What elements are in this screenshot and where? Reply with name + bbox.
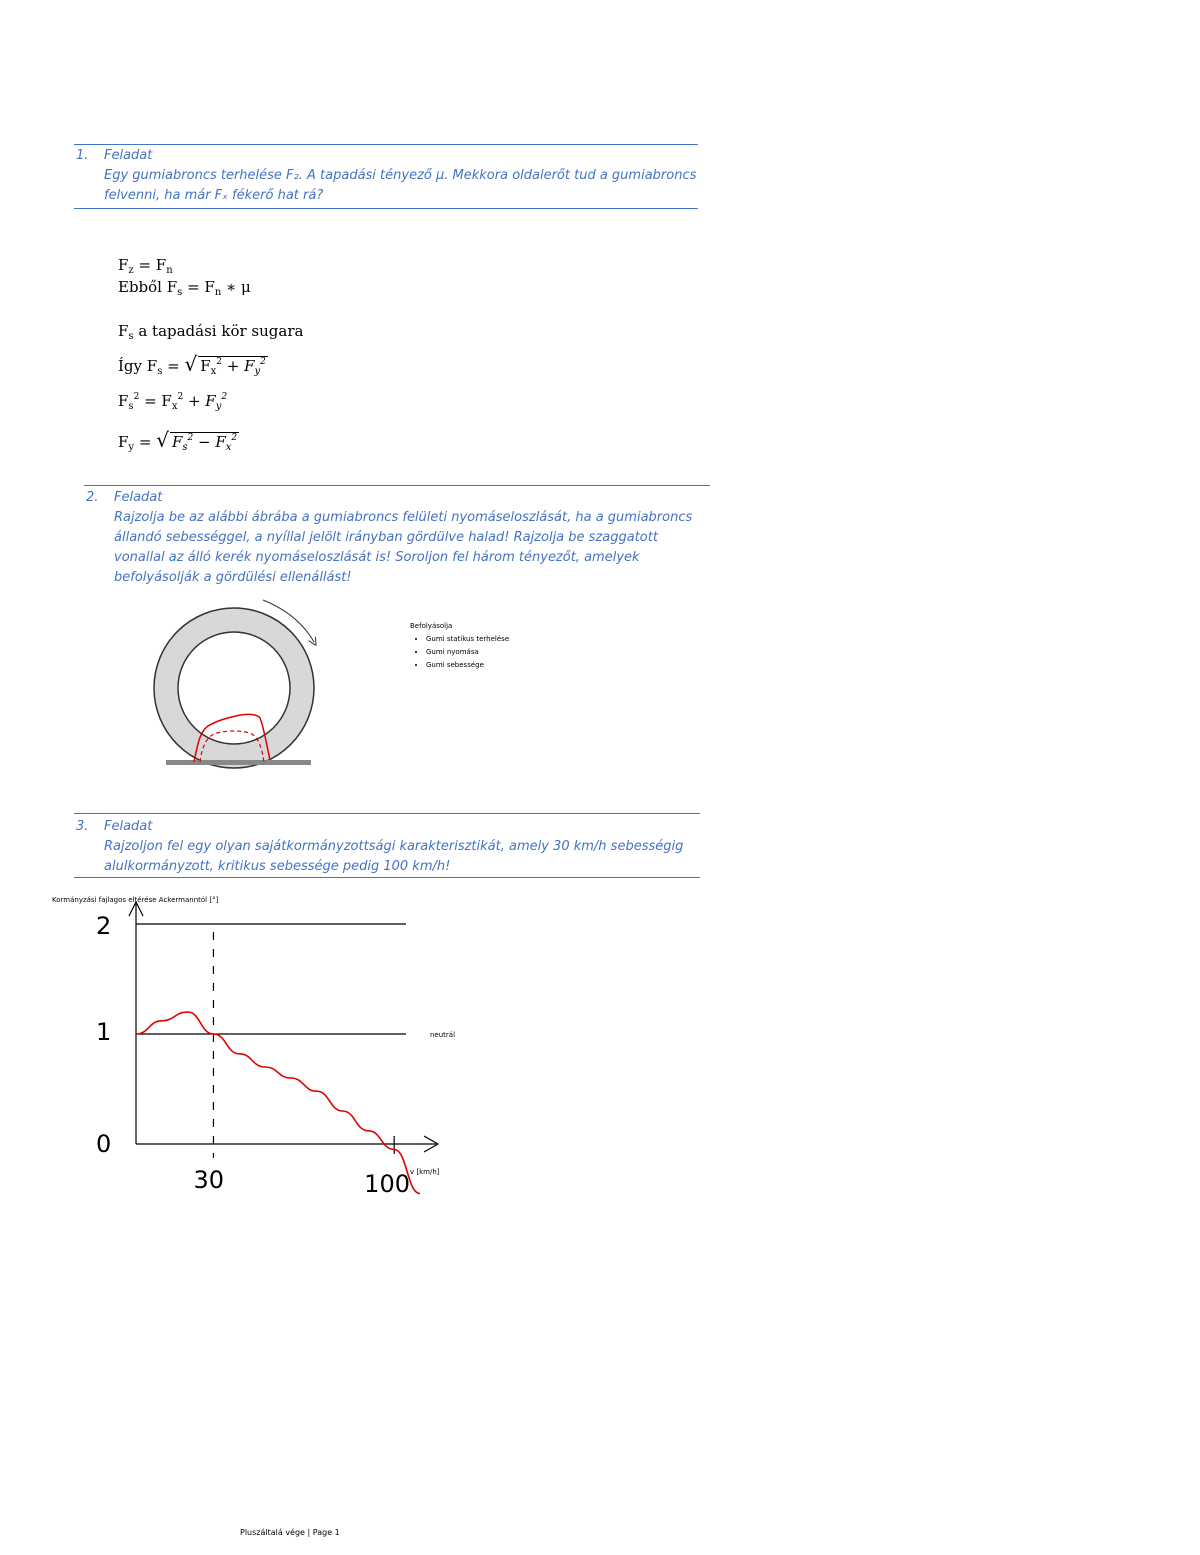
task-1-text: Egy gumiabroncs terhelése F₂. A tapadási tényező μ. Mekkora oldalerőt tud a gumiabroncs felvenni, ha már Fₓ fékerő hat rá? (104, 168, 697, 203)
task-3 (74, 817, 700, 877)
tire-diagram (148, 592, 368, 772)
influencing-factors-heading: Befolyásolja (410, 622, 453, 630)
x-tick-label: 100 (364, 1170, 410, 1198)
factor-item: • Gumi statikus terhelése (426, 633, 509, 646)
formula-1: $F_z = F_n$ (118, 256, 173, 276)
task-1-bottom-rule (74, 208, 698, 209)
influencing-factors (410, 620, 509, 672)
task-3-bottom-rule (74, 877, 700, 878)
formula-3: $F_s$ a tapadási kör sugara (118, 322, 304, 342)
task-3-text: Rajzoljon fel egy olyan sajátkormányzottsági karakterisztikát, amely 30 km/h sebességig alulkormányzott, kritikus sebessége pedig 100 km/h! (104, 839, 684, 874)
neutral-label: neutrál (430, 1031, 456, 1039)
y-tick-label: 0 (96, 1130, 112, 1158)
series-line (136, 1012, 420, 1194)
task-3-title: Feladat (104, 819, 153, 834)
y-tick-label: 2 (96, 912, 112, 940)
x-tick-label: 30 (193, 1166, 225, 1194)
tire-inner (178, 632, 290, 744)
page-footer: Pluszáltalá vége | Page 1 (240, 1528, 340, 1537)
task-2-number: 2. (86, 490, 99, 505)
ground (166, 760, 311, 765)
formula-5: $F_s^2 = F_x^2 + F_y^2$ (118, 392, 228, 412)
task-1-number: 1. (76, 148, 89, 163)
x-axis-label: v [km/h] (410, 1168, 440, 1176)
formula-2: Ebből $F_s = F_n$ ∗ μ (118, 278, 251, 298)
task-2 (84, 488, 710, 588)
factor-item: • Gumi sebessége (426, 659, 509, 672)
task-3-number: 3. (76, 819, 89, 834)
task-3-top-rule (74, 813, 700, 814)
task-1-title: Feladat (104, 148, 153, 163)
task-2-text: Rajzolja be az alábbi ábrába a gumiabroncs felületi nyomáseloszlását, ha a gumiabroncs állandó sebességgel, a nyíllal jelölt irányban gördülve halad! Rajzolja be szaggatott vonallal az álló kerék nyomáseloszlását is! Soroljon fel három tényezőt, amelyek befolyásolják a gördülési ellenállást! (114, 510, 693, 585)
task-1-top-rule (74, 144, 698, 145)
formula-6: $F_y$ = √ $F_s^2 - F_x^2$ (118, 428, 238, 453)
task-2-title: Feladat (114, 490, 163, 505)
formula-4: Így $F_s$ = √ $F_x^2 + F_y^2$ (118, 352, 266, 377)
task-2-top-rule (84, 485, 710, 486)
factor-item: • Gumi nyomása (426, 646, 509, 659)
task-1 (74, 146, 698, 208)
chart-title: Kormányzási fajlagos eltérése Ackermanntól [°] (52, 896, 219, 904)
y-tick-label: 1 (96, 1018, 112, 1046)
steering-characteristic-chart (40, 890, 500, 1210)
